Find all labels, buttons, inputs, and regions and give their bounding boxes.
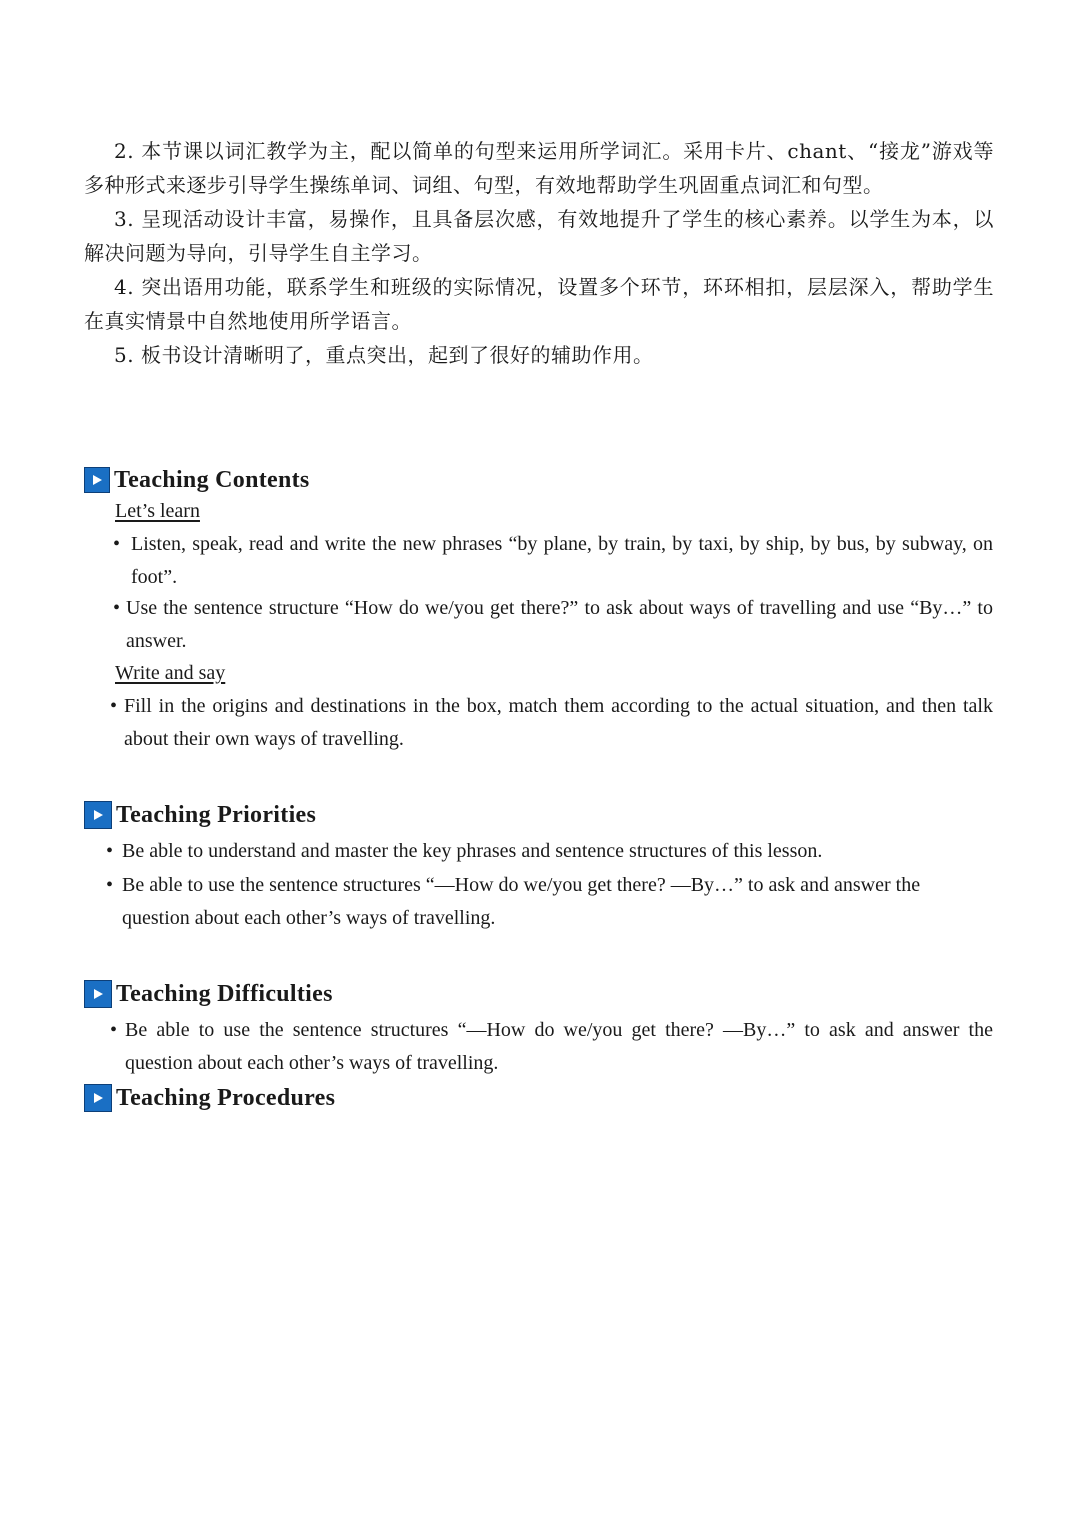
bullet-marker: • [106,840,114,862]
summary-point-4: 4. 突出语用功能，联系学生和班级的实际情况，设置多个环节，环环相扣，层层深入，帮助学生在真实情景中自然地使用所学语言。 [84,275,994,333]
list-item-text: Fill in the origins and destinations in the box, match them according to the actual situation, and then talk about their own ways of travelling. [124,695,993,750]
bullet-marker: • [106,874,114,896]
summary-points [84,134,994,372]
section-title: Teaching Priorities [116,801,317,828]
list-item [113,528,993,594]
bullet-marker: • [110,1019,118,1041]
play-triangle-icon [84,467,110,493]
section-teaching-difficulties-heading [84,980,333,1008]
list-item-text: Listen, speak, read and write the new phrases “by plane, by train, by taxi, by ship, by bus, by subway, on foot”. [131,533,993,588]
subsection-write-and-say: Write and say [115,662,226,684]
play-triangle-icon [84,980,112,1008]
list-item [113,592,993,658]
play-triangle-icon [84,801,112,829]
summary-point-3: 3. 呈现活动设计丰富，易操作，且具备层次感，有效地提升了学生的核心素养。以学生为本，以解决问题为导向，引导学生自主学习。 [84,207,994,265]
list-item-text: Be able to use the sentence structures “—How do we/you get there? —By…” to ask and answer the question about each other’s ways of travelling. [122,874,921,929]
list-item [110,1014,993,1080]
subsection-lets-learn: Let’s learn [115,500,200,522]
section-teaching-priorities-heading [84,801,316,829]
play-triangle-icon [84,1084,112,1112]
section-title: Teaching Contents [114,466,310,493]
list-item-text: Be able to understand and master the key phrases and sentence structures of this lesson. [122,840,823,862]
section-teaching-procedures-heading [84,1084,335,1112]
list-item-text: Use the sentence structure “How do we/you get there?” to ask about ways of travelling and use “By…” to answer. [126,597,993,652]
list-item [110,690,993,756]
summary-point-2: 2. 本节课以词汇教学为主，配以简单的句型来运用所学词汇。采用卡片、chant、“接龙”游戏等多种形式来逐步引导学生操练单词、词组、句型，有效地帮助学生巩固重点词汇和句型。 [84,139,994,197]
list-item [106,835,966,868]
section-teaching-contents-heading [84,466,310,494]
summary-point-5: 5. 板书设计清晰明了，重点突出，起到了很好的辅助作用。 [114,343,654,367]
bullet-marker: • [110,695,118,717]
bullet-marker: • [113,597,121,619]
bullet-marker: • [113,533,121,555]
list-item [106,869,966,935]
section-title: Teaching Procedures [116,1084,336,1111]
section-title: Teaching Difficulties [116,980,333,1007]
list-item-text: Be able to use the sentence structures “—How do we/you get there? —By…” to ask and answer the question about each other’s ways of travelling. [125,1019,993,1074]
